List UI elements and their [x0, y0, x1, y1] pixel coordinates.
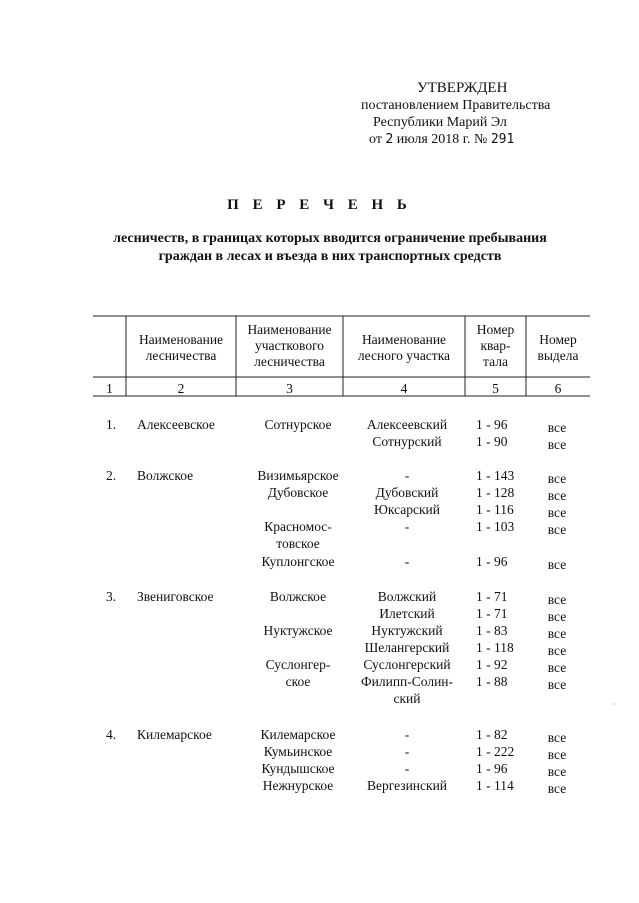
approved-day: 2	[385, 132, 394, 147]
quarter-range: 1 - 103	[476, 519, 515, 534]
approved-number: 291	[490, 132, 515, 147]
forestry-name: Звениговское	[137, 589, 214, 604]
plot-name: Илетский	[379, 606, 435, 621]
plot-name: Сотнурский	[372, 434, 442, 449]
quarter-range: 1 - 90	[476, 434, 508, 449]
quarter-range: 1 - 143	[476, 468, 515, 483]
vydel-value: все	[547, 437, 567, 452]
scan-speck	[613, 703, 615, 705]
column-number-4: 4	[400, 381, 408, 396]
vydel-value: все	[547, 730, 567, 745]
district-name: Нуктужское	[263, 623, 333, 638]
approved-line-1: постановлением Правительства	[361, 98, 551, 113]
plot-name: Филипп-Солин-	[360, 674, 454, 689]
plot-name: -	[404, 761, 410, 776]
header-district-line-1: Наименование	[247, 322, 332, 337]
quarter-range: 1 - 88	[476, 674, 508, 689]
vydel-value: все	[547, 505, 567, 520]
approved-date-prefix: от	[369, 132, 382, 147]
district-name: Килемарское	[260, 727, 336, 742]
column-number-1: 1	[106, 381, 113, 396]
vydel-value: все	[547, 420, 567, 435]
header-quarter-line-2: квар-	[480, 338, 511, 353]
header-plot-line-1: Наименование	[361, 332, 447, 347]
approved-title: УТВЕРЖДЕН	[417, 80, 508, 96]
group-index: 2.	[106, 468, 117, 483]
quarter-range: 1 - 118	[476, 640, 514, 655]
vydel-value: все	[547, 660, 567, 675]
quarter-range: 1 - 96	[476, 761, 508, 776]
district-name: Сотнурское	[264, 417, 332, 432]
plot-name: -	[404, 727, 410, 742]
quarter-range: 1 - 116	[476, 502, 514, 517]
header-quarter-line-1: Номер	[476, 322, 515, 337]
vydel-value: все	[547, 522, 567, 537]
forestry-name: Волжское	[137, 468, 194, 483]
vydel-value: все	[547, 592, 567, 607]
plot-name: -	[404, 744, 410, 759]
header-plot-line-2: лесного участка	[357, 348, 451, 363]
vydel-value: все	[547, 677, 567, 692]
district-name: Кумьинское	[263, 744, 333, 759]
district-name: Суслонгер-	[265, 657, 331, 672]
quarter-range: 1 - 83	[476, 623, 508, 638]
district-name: Красномос-	[264, 519, 332, 534]
document-title: П Е Р Е Ч Е Н Ь	[227, 197, 412, 213]
quarter-range: 1 - 96	[476, 554, 508, 569]
plot-name: -	[404, 554, 410, 569]
district-name: Куплонгское	[261, 554, 335, 569]
header-vydel-line-1: Номер	[539, 332, 577, 347]
plot-name: -	[404, 468, 410, 483]
quarter-range: 1 - 114	[476, 778, 514, 793]
column-number-2: 2	[177, 381, 185, 396]
header-district-line-2: участкового	[254, 338, 325, 353]
plot-name: Дубовский	[375, 485, 439, 500]
vydel-value: все	[547, 764, 567, 779]
vydel-value: все	[547, 626, 567, 641]
vydel-value: все	[547, 488, 567, 503]
vydel-value: все	[547, 609, 567, 624]
district-name: Нежнурское	[262, 778, 334, 793]
column-number-3: 3	[286, 381, 293, 396]
district-name: Кундышское	[261, 761, 335, 776]
plot-name: Нуктужский	[371, 623, 443, 638]
group-index: 3.	[106, 589, 117, 604]
vydel-value: все	[547, 471, 567, 486]
group-index: 1.	[106, 417, 117, 432]
header-vydel	[526, 332, 590, 364]
quarter-range: 1 - 128	[476, 485, 515, 500]
plot-name: Алексеевский	[366, 417, 448, 432]
plot-name: Шелангерский	[364, 640, 450, 655]
district-name: Волжское	[269, 589, 327, 604]
approved-line-2: Республики Марий Эл	[373, 115, 507, 130]
column-number-5: 5	[492, 381, 499, 396]
header-district	[236, 322, 343, 370]
forestry-name: Килемарское	[137, 727, 212, 742]
plot-name: Юксарский	[374, 502, 440, 517]
quarter-range: 1 - 222	[476, 744, 515, 759]
plot-name: Волжский	[377, 589, 437, 604]
plot-name-cont: ский	[393, 691, 421, 706]
column-number-6: 6	[554, 381, 562, 396]
approved-date-mid: июля 2018 г. №	[396, 132, 488, 147]
vydel-value: все	[547, 781, 567, 796]
plot-name: Суслонгерский	[363, 657, 451, 672]
quarter-range: 1 - 71	[476, 606, 508, 621]
header-quarter-line-3: тала	[483, 354, 508, 369]
header-plot	[343, 332, 465, 364]
header-forestry-line-1: Наименование	[138, 332, 224, 347]
vydel-value: все	[547, 557, 567, 572]
quarter-range: 1 - 92	[476, 657, 508, 672]
plot-name: -	[404, 519, 410, 534]
header-forestry-line-2: лесничества	[145, 348, 217, 363]
group-index: 4.	[106, 727, 117, 742]
district-name-cont: товское	[276, 536, 320, 551]
quarter-range: 1 - 82	[476, 727, 508, 742]
plot-name: Вергезинский	[366, 778, 448, 793]
subtitle-line-1: лесничеств, в границах которых вводится ограничение пребывания	[113, 231, 547, 246]
header-district-line-3: лесничества	[254, 354, 325, 369]
header-vydel-line-2: выдела	[537, 348, 579, 363]
forestry-name: Алексеевское	[137, 417, 215, 432]
district-name-cont: ское	[285, 674, 311, 689]
subtitle-line-2: граждан в лесах и въезда в них транспортных средств	[158, 249, 502, 264]
district-name: Визимьярское	[257, 468, 339, 483]
quarter-range: 1 - 71	[476, 589, 508, 604]
header-forestry	[126, 332, 236, 364]
vydel-value: все	[547, 747, 567, 762]
quarter-range: 1 - 96	[476, 417, 508, 432]
district-name: Дубовское	[267, 485, 329, 500]
header-quarter	[465, 322, 526, 370]
vydel-value: все	[547, 643, 567, 658]
